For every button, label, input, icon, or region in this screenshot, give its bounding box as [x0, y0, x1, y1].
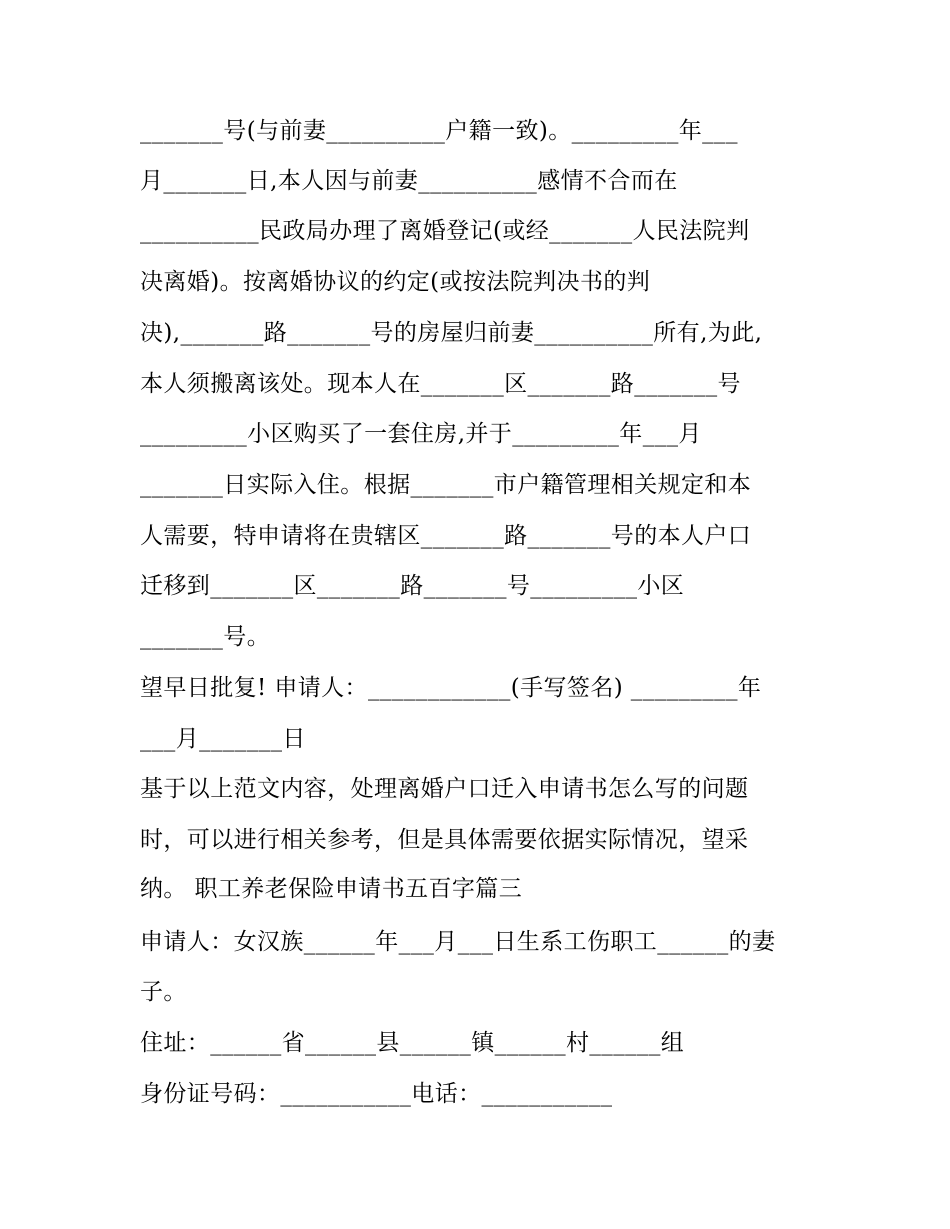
- text-line-13: ___月_______日: [140, 726, 306, 752]
- text-line-18: 子。: [140, 979, 187, 1005]
- text-line-4: 决离婚)。按离婚协议的约定(或按法院判决书的判: [140, 269, 651, 295]
- text-line-10: 迁移到_______区_______路_______号_________小区: [140, 573, 685, 599]
- text-line-8: _______日实际入住。根据_______市户籍管理相关规定和本: [140, 472, 752, 498]
- text-line-19: 住址：______省______县______镇______村______组: [140, 1030, 685, 1056]
- text-line-1: _______号(与前妻__________户籍一致)。_________年___: [140, 118, 738, 144]
- text-line-5: 决),_______路_______号的房屋归前妻__________所有,为此,: [140, 320, 763, 346]
- text-line-6: 本人须搬离该处。现本人在_______区_______路_______号: [140, 371, 741, 397]
- text-line-20: 身份证号码：___________电话：___________: [140, 1081, 613, 1107]
- text-line-15: 时，可以进行相关参考，但是具体需要依据实际情况，望采: [140, 827, 749, 853]
- text-line-9: 人需要，特申请将在贵辖区_______路_______号的本人户口: [140, 523, 752, 549]
- text-line-2: 月_______日,本人因与前妻__________感情不合而在: [140, 168, 678, 194]
- text-line-11: _______号。: [140, 624, 271, 650]
- text-line-3: __________民政局办理了离婚登记(或经_______人民法院判: [140, 218, 750, 244]
- text-line-14: 基于以上范文内容，处理离婚户口迁入申请书怎么写的问题: [140, 776, 749, 802]
- text-line-17: 申请人：女汉族______年___月___日生系工伤职工______的妻: [140, 929, 776, 955]
- text-line-16: 纳。 职工养老保险申请书五百字篇三: [140, 876, 523, 902]
- text-line-7: _________小区购买了一套住房,并于_________年___月: [140, 421, 702, 447]
- text-line-12: 望早日批复! 申请人：____________(手写签名) _________年: [140, 675, 762, 701]
